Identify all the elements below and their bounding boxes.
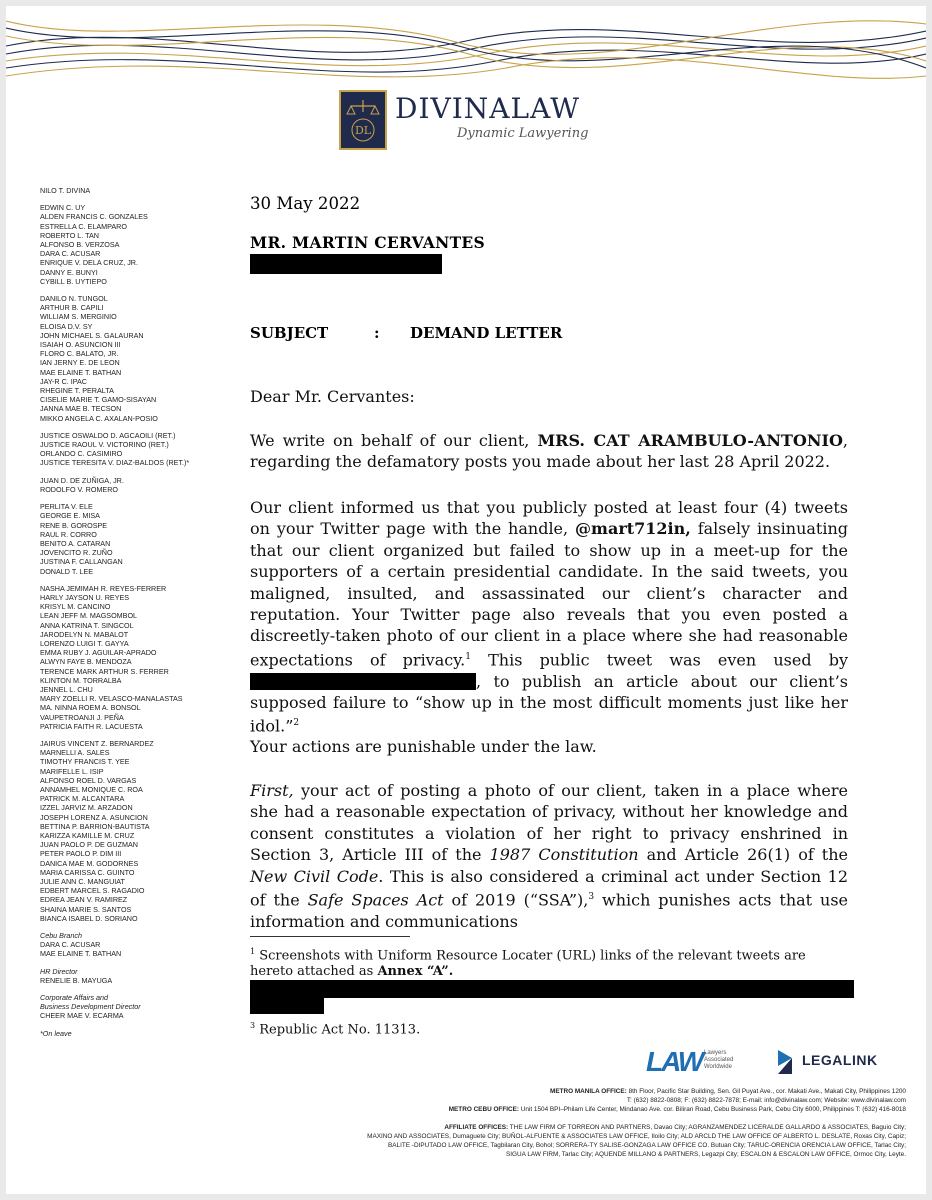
metro-manila-office: METRO MANILA OFFICE: 8th Floor, Pacific Star Building, Sen. Gil Puyat Ave., cor. Makati Ave., Makati City, Philippines 1200 [550, 1088, 906, 1095]
sidebar-lawyer-name: ANNAMHEL MONIQUE C. ROA [40, 784, 143, 794]
sidebar-lawyer-name: ALFONSO ROEL D. VARGAS [40, 775, 137, 785]
sidebar-lawyer-name: HARLY JAYSON U. REYES [40, 592, 130, 602]
sidebar-lawyer-name: EDWIN C. UY [40, 203, 86, 213]
sidebar-lawyer-name: ALWYN FAYE B. MENDOZA [40, 657, 132, 667]
affiliate-offices-1: AFFILIATE OFFICES: THE LAW FIRM OF TORREON AND PARTNERS, Davao City; AGRANZAMENDEZ LICERALDE GALLARDO & ASSOCIATES, Baguio City; [444, 1124, 906, 1131]
sidebar-lawyer-name: DANICA MAE M. GODORNES [40, 858, 139, 868]
sidebar-lawyer-name: FLORO C. BALATO, JR. [40, 349, 119, 359]
recipient-name: MR. MARTIN CERVANTES [250, 233, 486, 252]
affiliate-offices-2: MAXINO AND ASSOCIATES, Dumaguete City; BUÑOL-ALFUENTE & ASSOCIATES LAW OFFICE, Iloilo City; ALD ARCLD THE LAW OFFICE OF ALBERTO L. DESLATE, Roxas City, Capiz; [367, 1133, 906, 1140]
affiliate-offices-4: SIGUA LAW FIRM, Tarlac City; AQUENDE MILLANO & PARTNERS, Legazpi City; ESCALON & ESCALON LAW OFFICE, Ormoc City, Leyte. [506, 1151, 906, 1158]
sidebar-lawyer-name: JUSTICE TERESITA V. DIAZ-BALDOS (RET.)* [40, 458, 190, 468]
sidebar-lawyer-name: MAE ELAINE T. BATHAN [40, 949, 122, 959]
client-name: MRS. CAT ARAMBULO-ANTONIO [537, 431, 843, 450]
sidebar-lawyer-name: ALDEN FRANCIS C. GONZALES [40, 212, 148, 222]
sidebar-lawyer-name: JAY-R C. IPAC [40, 376, 87, 386]
letter-page [6, 6, 926, 1194]
sidebar-lawyer-name: JENNEL L. CHU [40, 684, 93, 694]
subject-value: DEMAND LETTER [410, 324, 563, 342]
footnote-1: $^1$ Screenshots with Uniform Resource Locater (URL) links of the relevant tweets are hereto attached as Annex “A”. [250, 947, 806, 980]
sidebar-lawyer-name: JUSTICE OSWALDO D. AGCAOILI (RET.) [40, 430, 176, 440]
firm-logo [339, 90, 599, 152]
sidebar-lawyer-name: DANILO N. TUNGOL [40, 294, 108, 304]
sidebar-lawyer-name: EDREA JEAN V. RAMIREZ [40, 895, 128, 905]
sidebar-lawyer-name: LORENZO LUIGI T. GAYYA [40, 638, 129, 648]
legalink-logo: LEGALINK [802, 1052, 878, 1068]
sidebar-lawyer-name: DARA C. ACUSAR [40, 249, 101, 259]
sidebar-lawyer-name: JOVENCITO R. ZUÑO [40, 548, 113, 558]
subject-label: SUBJECT [250, 324, 329, 342]
sidebar-lawyer-name: MARIA CARISSA C. GUINTO [40, 867, 135, 877]
sidebar-group [40, 431, 240, 468]
sidebar-lawyer-name: JUSTINA F. CALLANGAN [40, 557, 123, 567]
sidebar-lawyer-name: SHAINA MARIE S. SANTOS [40, 904, 132, 914]
metro-manila-contacts: T: (632) 8822-0808; F: (632) 8822-7878; E-mail: info@divinalaw.com; Website: www.divinalaw.com [626, 1097, 906, 1104]
sidebar-group [40, 584, 240, 731]
sidebar-lawyer-name: ESTRELLA C. ELAMPARO [40, 221, 127, 231]
sidebar-lawyer-name: CISELIE MARIE T. GAMO-SISAYAN [40, 395, 157, 405]
sidebar-lawyer-name: MARIFELLE L. ISIP [40, 766, 104, 776]
sidebar-section-label: Cebu Branch [40, 931, 82, 941]
sidebar-lawyer-name: ENRIQUE V. DELA CRUZ, JR. [40, 258, 138, 268]
sidebar-lawyer-name: JUAN D. DE ZUÑIGA, JR. [40, 475, 124, 485]
sidebar-lawyer-name: JOHN MICHAEL S. GALAURAN [40, 330, 144, 340]
paragraph-1: We write on behalf of our client, MRS. CAT ARAMBULO-ANTONIO, regarding the defamatory posts you made about her last 28 April 2022. [250, 431, 848, 472]
salutation: Dear Mr. Cervantes: [250, 387, 415, 406]
sidebar-lawyer-name: RENE B. GOROSPE [40, 520, 108, 530]
sidebar-lawyer-name: MA. NINNA ROEM A. BONSOL [40, 703, 141, 713]
sidebar-group [40, 203, 240, 286]
sidebar-section-label: Corporate Affairs and [40, 993, 109, 1003]
sidebar-lawyer-name: JUAN PAOLO P. DE GUZMAN [40, 840, 138, 850]
law-logo-subtitle: Lawyers Associated Worldwide [704, 1050, 734, 1070]
sidebar-lawyer-name: NASHA JEMIMAH R. REYES-FERRER [40, 583, 167, 593]
sidebar-lawyer-name: KRISYL M. CANCINO [40, 602, 111, 612]
sidebar-lawyer-name: TIMOTHY FRANCIS T. YEE [40, 757, 130, 767]
sidebar-lawyer-name: CHEER MAE V. ECARMA [40, 1011, 124, 1021]
sidebar-lawyer-name: PERLITA V. ELE [40, 502, 93, 512]
sidebar-lawyer-name: ALFONSO B. VERZOSA [40, 240, 120, 250]
sidebar-lawyer-name: IZZEL JARVIZ M. ARZADON [40, 803, 133, 813]
letter-date: 30 May 2022 [250, 194, 361, 213]
firm-tagline: Dynamic Lawyering [457, 126, 589, 141]
sidebar-group [40, 186, 240, 195]
affiliation-logos [646, 1046, 906, 1080]
subject-colon: : [374, 324, 380, 342]
sidebar-lawyer-name: JUSTICE RAOUL V. VICTORINO (RET.) [40, 440, 169, 450]
sidebar-lawyer-name: EMMA RUBY J. AGUILAR-APRADO [40, 648, 157, 658]
sidebar-lawyer-name: MARY ZOELLI R. VELASCO-MANALASTAS [40, 694, 183, 704]
sidebar-group [40, 294, 240, 423]
svg-text:DL: DL [354, 124, 372, 137]
sidebar-lawyer-name: TERENCE MARK ARTHUR S. FERRER [40, 666, 169, 676]
footnote-3: $^3$ Republic Act No. 11313. [250, 1021, 421, 1038]
sidebar-note: *On leave [40, 1028, 72, 1038]
footnote-divider [250, 936, 410, 937]
sidebar-lawyer-name: DARA C. ACUSAR [40, 940, 101, 950]
sidebar-lawyer-name: JOSEPH LORENZ A. ASUNCION [40, 812, 148, 822]
legalink-mark-icon [774, 1048, 796, 1076]
sidebar-lawyer-name: KLINTON M. TORRALBA [40, 675, 122, 685]
sidebar-section-label: HR Director [40, 966, 78, 976]
law-logo: LAW [646, 1046, 703, 1077]
sidebar-group [40, 931, 240, 959]
sidebar-section-label: Business Development Director [40, 1002, 141, 1012]
decorative-waves [6, 6, 926, 101]
sidebar-lawyer-name: KARIZZA KAMILLE M. CRUZ [40, 831, 135, 840]
sidebar-lawyer-name: LEAN JEFF M. MAGSOMBOL [40, 611, 138, 621]
sidebar-lawyer-name: JULIE ANN C. MANGUIAT [40, 877, 125, 887]
sidebar-lawyer-name: ARTHUR B. CAPILI [40, 303, 104, 313]
redacted-footnote-2-cont [250, 998, 324, 1014]
sidebar-lawyer-name: JAIRUS VINCENT Z. BERNARDEZ [40, 738, 154, 748]
paragraph-4: First, your act of posting a photo of our client, taken in a place where she had a reasonable expectation of privacy, without her knowledge and consent constitutes a violation of her right to privacy enshrined in Section 3, Article III of the 1987 Constitution and Article 26(1) of the New Civil Code. This is also considered a criminal act under Section 12 of the Safe Spaces Act of 2019 (“SSA”),$^3$ which punishes acts that use information and communications [250, 781, 849, 931]
sidebar-lawyer-name: ELOISA D.V. SY [40, 321, 93, 331]
paragraph-3: Your actions are punishable under the law. [250, 737, 597, 756]
sidebar-group [40, 993, 240, 1021]
affiliate-offices-3: BALITE -DIPUTADO LAW OFFICE, Tagbilaran City, Bohol; SORRERA-TY SALISE-GONZAGA LAW OFFICE CO. Butuan City; TARUC-ORENCIA ORENCIA LAW OFFICE, Tarlac City; [388, 1142, 906, 1149]
redacted-address [250, 254, 442, 274]
sidebar-lawyer-name: ISAIAH O. ASUNCION III [40, 340, 121, 350]
firm-name: DIVINALAW [395, 92, 580, 125]
sidebar-lawyer-name: PETER PAOLO P. DIM III [40, 849, 122, 859]
logo-monogram-icon [339, 90, 387, 150]
partners-sidebar [40, 186, 240, 1038]
sidebar-lawyer-name: WILLIAM S. MERGINIO [40, 312, 117, 322]
metro-cebu-office: METRO CEBU OFFICE: Unit 1504 BPI–Philam Life Center, Mindanao Ave. cor. Biliran Road, Cebu Business Park, Cebu City 6000, Philippines T: (632) 416-8018 [448, 1106, 906, 1113]
sidebar-lawyer-name: BIANCA ISABEL D. SORIANO [40, 913, 138, 923]
twitter-handle: @mart712in, [575, 519, 691, 539]
sidebar-lawyer-name: ORLANDO C. CASIMIRO [40, 449, 123, 459]
sidebar-lawyer-name: EDBERT MARCEL S. RAGADIO [40, 886, 145, 896]
sidebar-group [40, 739, 240, 923]
sidebar-lawyer-name: RHEGINE T. PERALTA [40, 386, 114, 396]
redacted-footnote-2 [250, 980, 854, 998]
sidebar-lawyer-name: RODOLFO V. ROMERO [40, 484, 119, 494]
sidebar-lawyer-name: GEORGE E. MISA [40, 511, 100, 521]
redacted-publisher [250, 673, 476, 690]
sidebar-lawyer-name: ANNA KATRINA T. SINGCOL [40, 620, 134, 630]
sidebar-lawyer-name: DANNY E. BUNYI [40, 267, 98, 277]
sidebar-lawyer-name: MARNELLI A. SALES [40, 748, 110, 758]
sidebar-lawyer-name: RENELIE B. MAYUGA [40, 975, 113, 985]
sidebar-lawyer-name: CYBILL B. UYTIEPO [40, 276, 107, 286]
sidebar-group [40, 967, 240, 985]
sidebar-lawyer-name: RAUL R. CORRO [40, 529, 97, 539]
sidebar-lawyer-name: JANNA MAE B. TECSON [40, 404, 122, 414]
sidebar-group [40, 476, 240, 494]
sidebar-lawyer-name: NILO T. DIVINA [40, 186, 91, 195]
sidebar-lawyer-name: MAE ELAINE T. BATHAN [40, 367, 122, 377]
sidebar-lawyer-name: DONALD T. LEE [40, 566, 93, 576]
sidebar-lawyer-name: ROBERTO L. TAN [40, 230, 99, 240]
sidebar-lawyer-name: PATRICIA FAITH R. LACUESTA [40, 721, 143, 731]
sidebar-lawyer-name: MIKKO ANGELA C. AXALAN-POSIO [40, 413, 158, 423]
sidebar-lawyer-name: BETTINA P. BARRION-BAUTISTA [40, 821, 150, 831]
paragraph-2: Our client informed us that you publicly posted at least four (4) tweets on your Twitter page with the handle, @mart712in, falsely insinuating that our client organized but failed to show up in a meet-up for the supporters of a certain presidential candidate. In the said tweets, you maligned, insulted, and assassinated our client’s character and reputation. Your Twitter page also reveals that you even posted a discreetly-taken photo of our client in a place where she had reasonable expectations of privacy.$^1$ This public tweet was even used by , to publish an article about our client’s supposed failure to “show up in the most difficult moments just like her idol.”$^2$ [250, 498, 849, 736]
sidebar-lawyer-name: IAN JERNY E. DE LEON [40, 358, 120, 368]
sidebar-lawyer-name: BENITO A. CATARAN [40, 538, 111, 548]
sidebar-lawyer-name: VAUPETROANJI J. PEÑA [40, 712, 124, 722]
sidebar-lawyer-name: PATRICK M. ALCANTARA [40, 794, 125, 804]
sidebar-group [40, 502, 240, 576]
sidebar-lawyer-name: JARODELYN N. MABALOT [40, 629, 129, 639]
